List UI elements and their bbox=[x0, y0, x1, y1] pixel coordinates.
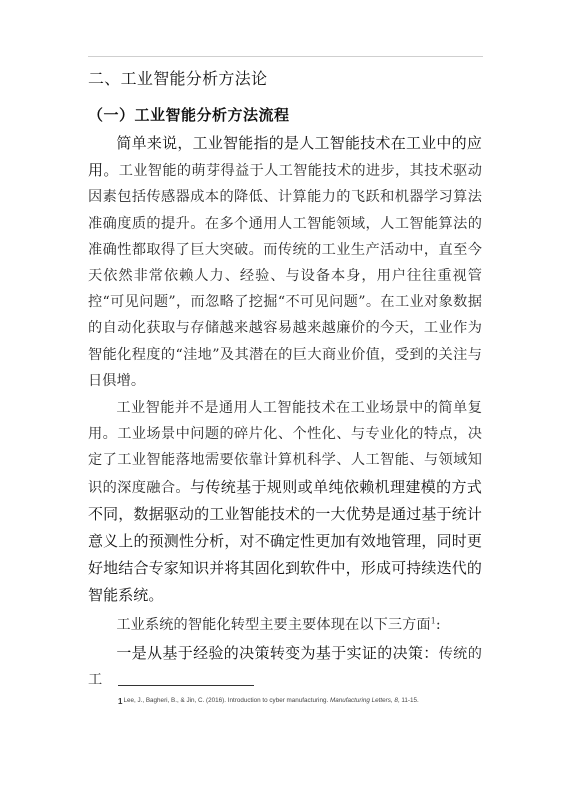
paragraph-3-text: 工业系统的智能化转型主要主要体现在以下三方面 bbox=[116, 616, 431, 633]
paragraph-2 bbox=[88, 395, 482, 610]
paragraph-1-text: 工业智能的萌芽得益于人工智能技术的进步，其技术驱动因素包括传感器成本的降低、计算能力的飞跃和机器学习算法准确度质的提升。在多个通用人工智能领域，人工智能算法的准确性都取得了巨大突破。而传统的工业生产活动中，直至今天依然非常依赖人力、经验、与设备本身，用户往往重视管控“可见问题”，而忽略了挖掘“不可见问题”。在工业对象数据的自动化获取与存储越来越容易越来越廉价的今天，工业作为智能化程度的“洼地”及其潜在的巨大商业价值，受到的关注与日俱增。 bbox=[88, 163, 482, 389]
footnote-journal: Manufacturing Letters, 8 bbox=[329, 697, 398, 704]
footnote-number: 1 bbox=[118, 697, 123, 706]
paragraph-4-text: 传统的工 bbox=[88, 645, 482, 689]
paragraph-2-text: 工业智能并不是通用人工智能技术在工业场景中的简单复用。工业场景中问题的碎片化、个性化、与专业化的特点，决定了工业智能落地需要依靠计算机科学、人工智能、与领域知识的深度融合。 bbox=[88, 400, 482, 496]
paragraph-3 bbox=[88, 612, 482, 638]
footnote-rule bbox=[118, 685, 254, 686]
paragraph-2-emphasis: 与传统基于规则或单纯依赖机理建模的方式不同，数据驱动的工业智能技术的一大优势是通过基于统计意义上的预测性分析，对不确定性更加有效地管理，同时更好地结合专家知识并将其固化到软件中，形成可持续迭代的智能系统。 bbox=[88, 477, 482, 605]
body-text bbox=[88, 130, 482, 693]
footnote bbox=[118, 697, 419, 706]
paragraph-3-end: : bbox=[435, 616, 441, 633]
paragraph-1 bbox=[88, 130, 482, 394]
subsection-heading: （一）工业智能分析方法流程 bbox=[88, 106, 290, 124]
footnote-ref[interactable]: 1 bbox=[430, 615, 436, 625]
section-heading: 二、工业智能分析方法论 bbox=[88, 69, 268, 88]
paragraph-1-lead: 简单来说，工业智能指的是人工智能技术在工业中的应用。 bbox=[88, 134, 482, 180]
footnote-authors: Lee, J., Bagheri, B., & Jin, C. (2016). Introduction to cyber manufacturing. bbox=[123, 697, 330, 704]
header-rule bbox=[88, 56, 483, 57]
footnote-pages: , 11-15. bbox=[397, 697, 419, 704]
paragraph-4-lead: 一是从基于经验的决策转变为基于实证的决策： bbox=[116, 643, 439, 662]
